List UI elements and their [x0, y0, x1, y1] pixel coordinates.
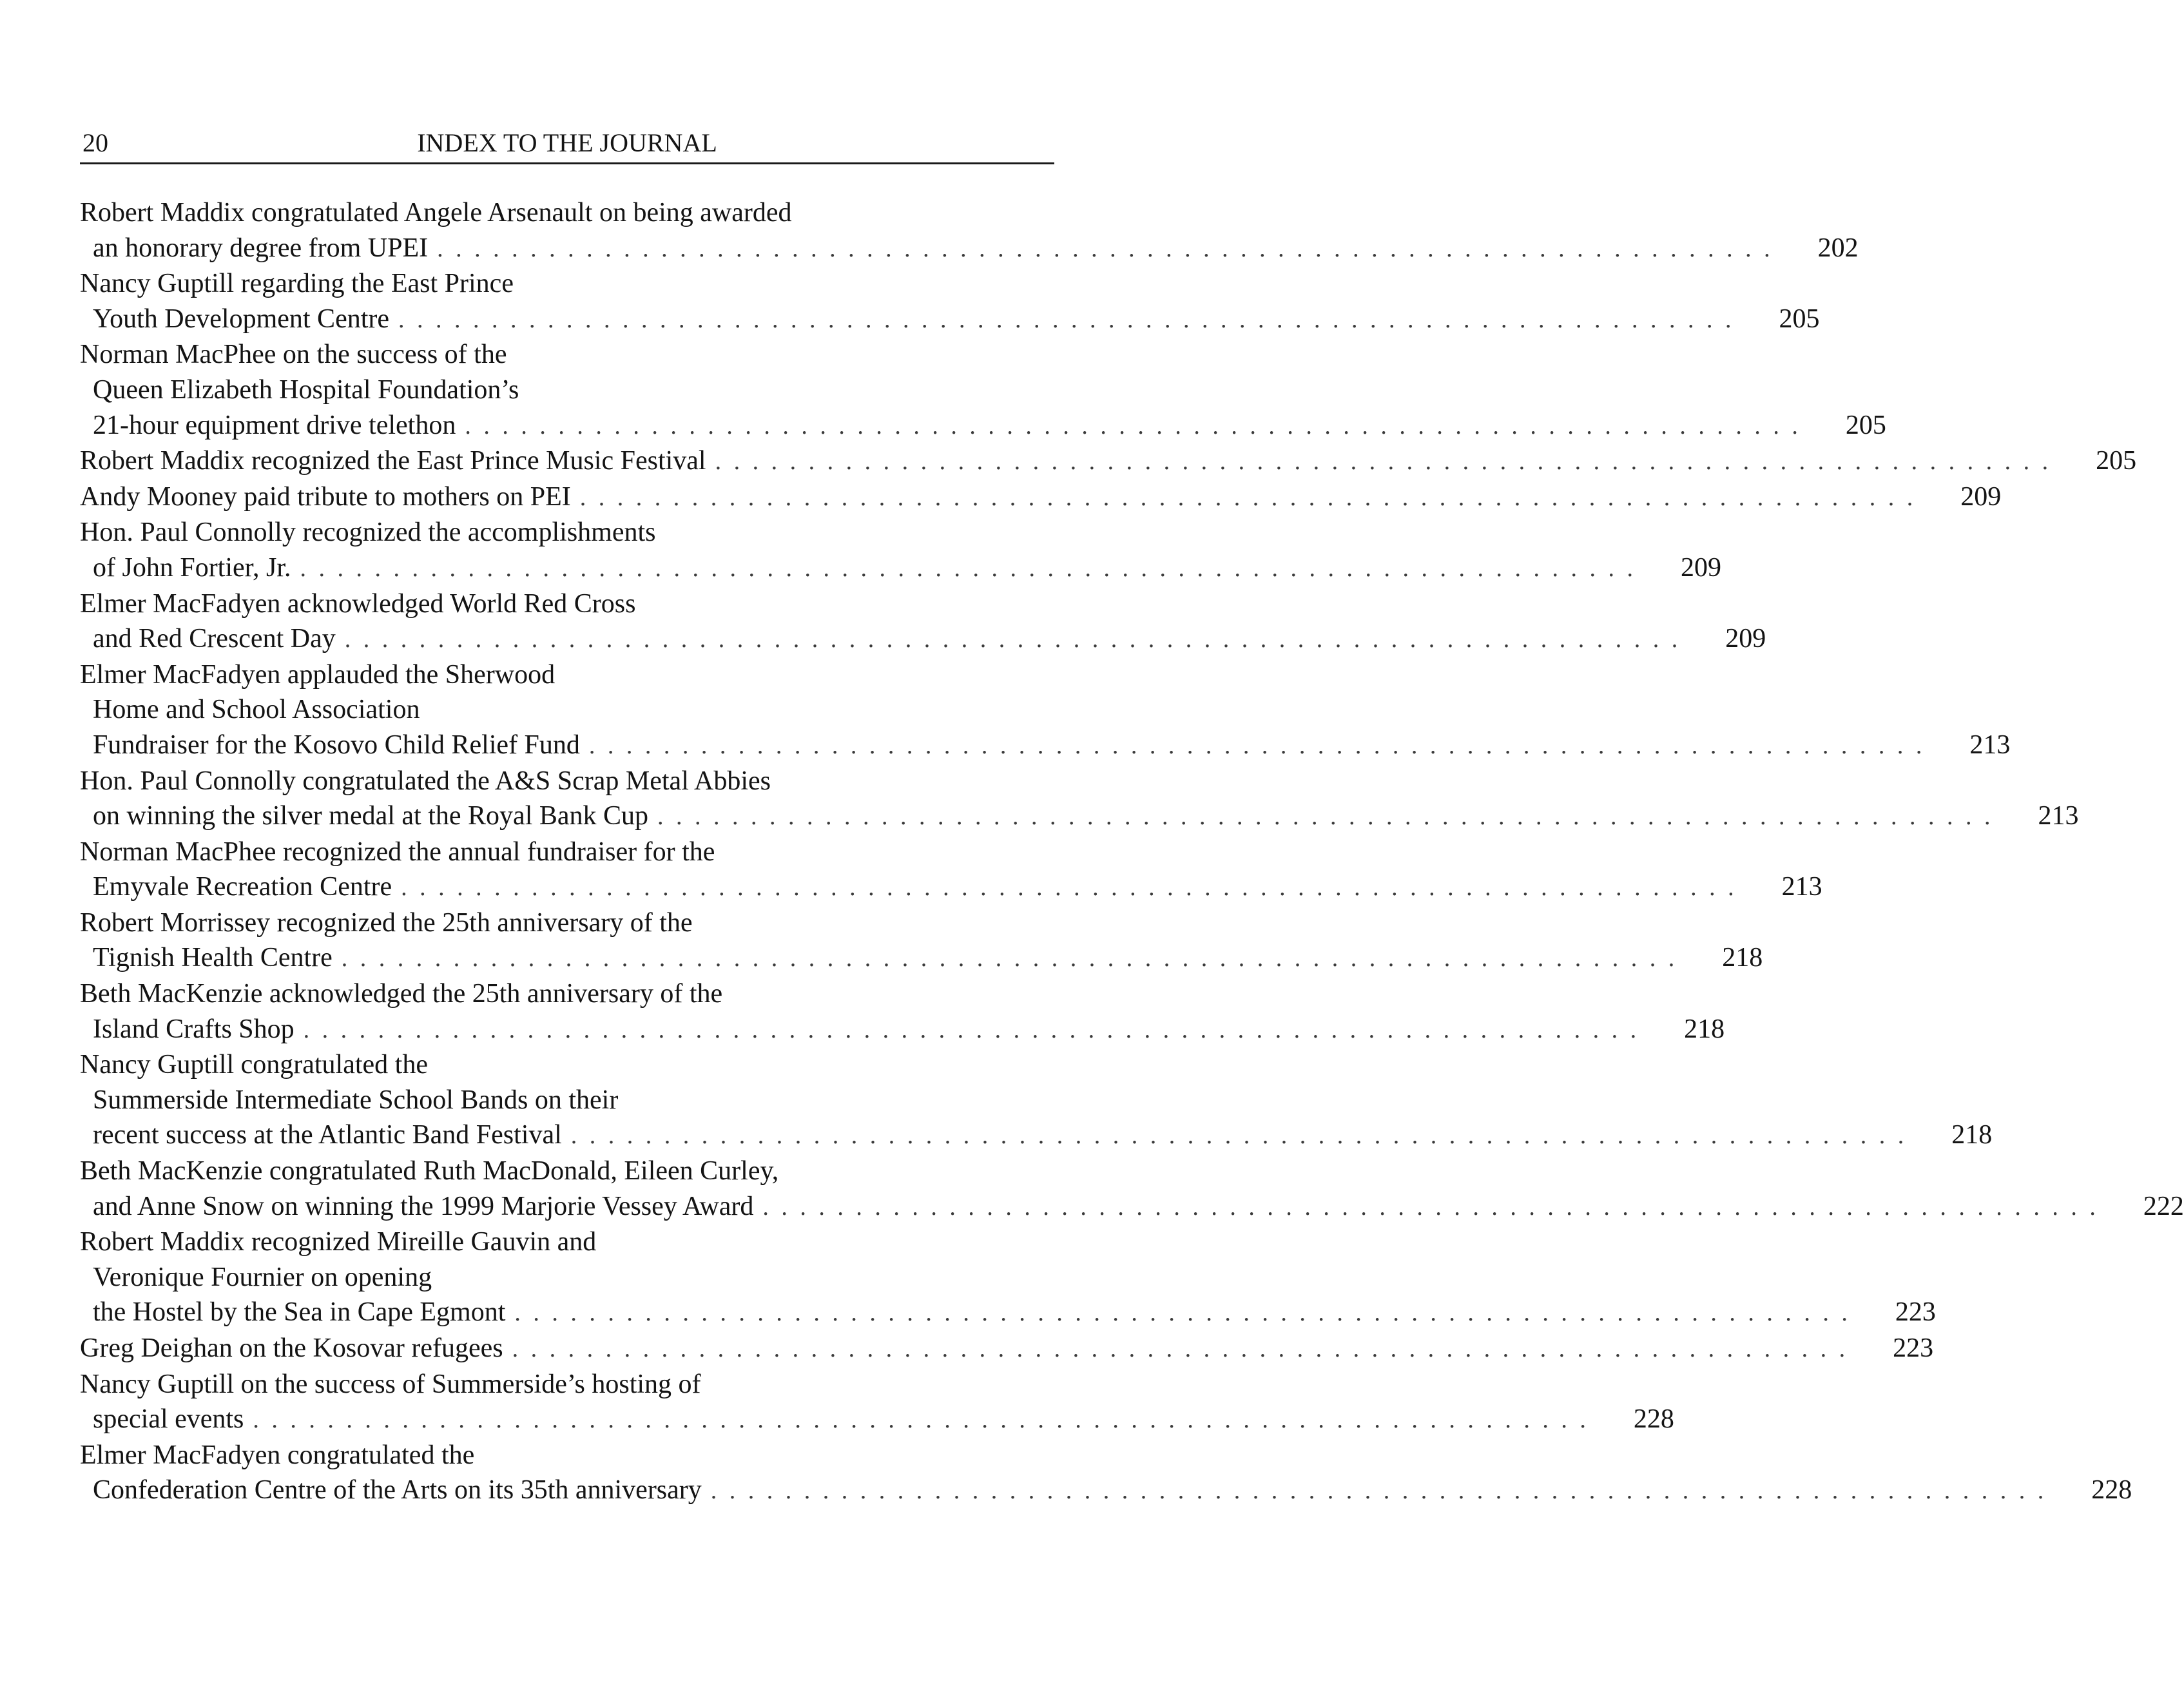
index-entry-line: Fundraiser for the Kosovo Child Relief Fund: [93, 730, 580, 760]
index-entry-line: Nancy Guptill on the success of Summerside’s hosting of: [80, 1369, 701, 1399]
index-entry: [80, 195, 1859, 266]
index-entry-line: Hon. Paul Connolly recognized the accomplishments: [80, 518, 656, 548]
index-entry-line: Summerside Intermediate School Bands on their: [93, 1085, 619, 1115]
index-entry: [80, 1154, 2184, 1224]
index-page-reference: 228: [1633, 1404, 1674, 1435]
index-entry-final-line: [80, 621, 1766, 657]
index-entry: [80, 479, 2002, 516]
index-entry-final-line: [80, 550, 1721, 586]
index-entry-line: the Hostel by the Sea in Cape Egmont: [93, 1297, 506, 1328]
index-entry-final-line: [80, 869, 1822, 905]
index-entry-line: Nancy Guptill congratulated the: [80, 1050, 428, 1080]
index-entry-final-line: [80, 443, 2137, 479]
dot-leader: . . . . . . . . . . . . . . . . . . . . . . . . . . . . . . . . . . . . . . . . . . . . . . . . . . . . . . . . . . . . . . . . . . . . . . . .: [514, 1299, 1851, 1327]
dot-leader: . . . . . . . . . . . . . . . . . . . . . . . . . . . . . . . . . . . . . . . . . . . . . . . . . . . . . . . . . . . . . . . . . . . . . . . .: [437, 235, 1773, 262]
index-page-reference: 223: [1895, 1297, 1936, 1328]
index-entry-line: Confederation Centre of the Arts on its 35th anniversary: [93, 1475, 702, 1505]
index-page-reference: 209: [1680, 552, 1721, 583]
page-header: [80, 124, 1054, 164]
index-entry-line: Beth MacKenzie acknowledged the 25th anniversary of the: [80, 979, 723, 1009]
index-page-reference: 205: [1845, 410, 1886, 440]
index-page-reference: 209: [1725, 624, 1766, 654]
index-entry: [80, 1224, 1936, 1331]
dot-leader: . . . . . . . . . . . . . . . . . . . . . . . . . . . . . . . . . . . . . . . . . . . . . . . . . . . . . . . . . . . . . . . . . . . . . . . .: [579, 483, 1917, 511]
index-entry-line: Andy Mooney paid tribute to mothers on PEI: [80, 481, 571, 512]
index-entry-final-line: [80, 1012, 1725, 1048]
index-entry: [80, 1438, 2132, 1509]
index-entry-final-line: [80, 798, 2079, 835]
index-entry-line: Robert Maddix congratulated Angele Arsenault on being awarded: [80, 198, 792, 227]
dot-leader: . . . . . . . . . . . . . . . . . . . . . . . . . . . . . . . . . . . . . . . . . . . . . . . . . . . . . . . . . . . . . . . . . . . . . . . .: [512, 1335, 1849, 1362]
index-entry-line: recent success at the Atlantic Band Festival: [93, 1120, 562, 1150]
index-entry-line: Hon. Paul Connolly congratulated the A&S Scrap Metal Abbies: [80, 766, 771, 796]
index-entry-final-line: [80, 940, 1763, 976]
index-entry-line: on winning the silver medal at the Royal Bank Cup: [93, 801, 649, 831]
index-entry-list: [80, 195, 2184, 1509]
index-entry-final-line: [80, 408, 1886, 444]
dot-leader: . . . . . . . . . . . . . . . . . . . . . . . . . . . . . . . . . . . . . . . . . . . . . . . . . . . . . . . . . . . . . . . . . . . . . . . .: [570, 1122, 1908, 1150]
index-page-reference: 223: [1893, 1333, 1934, 1363]
index-entry: [80, 905, 1763, 976]
index-entry-line: Emyvale Recreation Centre: [93, 872, 392, 902]
dot-leader: . . . . . . . . . . . . . . . . . . . . . . . . . . . . . . . . . . . . . . . . . . . . . . . . . . . . . . . . . . . . . . . . . . . . . . . .: [762, 1193, 2099, 1221]
index-entry-line: Elmer MacFadyen applauded the Sherwood: [80, 659, 556, 690]
index-entry-line: Beth MacKenzie congratulated Ruth MacDonald, Eileen Curley,: [80, 1156, 779, 1186]
dot-leader: . . . . . . . . . . . . . . . . . . . . . . . . . . . . . . . . . . . . . . . . . . . . . . . . . . . . . . . . . . . . . . . . . . . . . . . .: [710, 1477, 2047, 1505]
index-entry-line: Island Crafts Shop: [93, 1014, 295, 1044]
index-entry-line: Greg Deighan on the Kosovar refugees: [80, 1333, 503, 1363]
dot-leader: . . . . . . . . . . . . . . . . . . . . . . . . . . . . . . . . . . . . . . . . . . . . . . . . . . . . . . . . . . . . . . . . . . . . . . . .: [398, 305, 1735, 333]
index-page-reference: 218: [1951, 1120, 1993, 1150]
index-page-reference: 218: [1684, 1014, 1725, 1044]
index-entry: [80, 515, 1721, 586]
index-entry-line: Nancy Guptill regarding the East Prince: [80, 269, 514, 299]
index-entry-line: Robert Maddix recognized the East Prince Music Festival: [80, 446, 706, 476]
index-entry-final-line: [80, 479, 2002, 516]
index-entry-line: Youth Development Centre: [93, 304, 390, 334]
index-entry: [80, 764, 2079, 835]
index-page-reference: 213: [2038, 801, 2079, 831]
page-number: 20: [82, 128, 108, 157]
index-entry-line: Queen Elizabeth Hospital Foundation’s: [93, 374, 519, 405]
dot-leader: . . . . . . . . . . . . . . . . . . . . . . . . . . . . . . . . . . . . . . . . . . . . . . . . . . . . . . . . . . . . . . . . . . . . . . . .: [715, 448, 2052, 476]
index-page-reference: 213: [1969, 730, 2011, 760]
index-entry: [80, 586, 1766, 657]
dot-leader: . . . . . . . . . . . . . . . . . . . . . . . . . . . . . . . . . . . . . . . . . . . . . . . . . . . . . . . . . . . . . . . . . . . . . . . .: [401, 874, 1737, 902]
index-entry: [80, 266, 1820, 337]
index-entry-final-line: [80, 1331, 1934, 1367]
index-entry-final-line: [80, 231, 1859, 267]
index-entry-line: an honorary degree from UPEI: [93, 233, 429, 263]
index-page-reference: 218: [1722, 943, 1763, 973]
index-entry: [80, 1367, 1674, 1438]
index-entry: [80, 337, 1886, 443]
index-entry-line: 21-hour equipment drive telethon: [93, 410, 456, 440]
dot-leader: . . . . . . . . . . . . . . . . . . . . . . . . . . . . . . . . . . . . . . . . . . . . . . . . . . . . . . . . . . . . . . . . . . . . . . . .: [344, 626, 1681, 653]
index-entry-line: and Anne Snow on winning the 1999 Marjorie Vessey Award: [93, 1191, 754, 1221]
index-entry-line: Tignish Health Centre: [93, 943, 333, 973]
index-page-reference: 228: [2091, 1475, 2132, 1505]
index-entry-line: of John Fortier, Jr.: [93, 552, 291, 583]
index-entry: [80, 1331, 1934, 1367]
index-page-reference: 205: [1779, 304, 1820, 334]
index-entry: [80, 835, 1822, 905]
index-entry-final-line: [80, 302, 1820, 338]
index-entry-line: Norman MacPhee recognized the annual fundraiser for the: [80, 837, 715, 867]
index-page-reference: 222: [2143, 1191, 2184, 1221]
dot-leader: . . . . . . . . . . . . . . . . . . . . . . . . . . . . . . . . . . . . . . . . . . . . . . . . . . . . . . . . . . . . . . . . . . . . . . . .: [588, 731, 1926, 759]
index-entry-line: Norman MacPhee on the success of the: [80, 340, 507, 370]
index-entry: [80, 1047, 1993, 1154]
index-page-reference: 213: [1781, 872, 1822, 902]
index-entry-line: Robert Morrissey recognized the 25th anniversary of the: [80, 907, 693, 938]
dot-leader: . . . . . . . . . . . . . . . . . . . . . . . . . . . . . . . . . . . . . . . . . . . . . . . . . . . . . . . . . . . . . . . . . . . . . . . .: [300, 554, 1636, 582]
index-entry-final-line: [80, 1295, 1936, 1331]
index-entry: [80, 976, 1725, 1047]
index-entry-final-line: [80, 1402, 1674, 1438]
dot-leader: . . . . . . . . . . . . . . . . . . . . . . . . . . . . . . . . . . . . . . . . . . . . . . . . . . . . . . . . . . . . . . . . . . . . . . . .: [341, 945, 1678, 973]
index-page-reference: 209: [1960, 481, 2002, 512]
dot-leader: . . . . . . . . . . . . . . . . . . . . . . . . . . . . . . . . . . . . . . . . . . . . . . . . . . . . . . . . . . . . . . . . . . . . . . . .: [465, 412, 1801, 440]
index-entry-final-line: [80, 1473, 2132, 1509]
dot-leader: . . . . . . . . . . . . . . . . . . . . . . . . . . . . . . . . . . . . . . . . . . . . . . . . . . . . . . . . . . . . . . . . . . . . . . . .: [657, 803, 1994, 831]
dot-leader: . . . . . . . . . . . . . . . . . . . . . . . . . . . . . . . . . . . . . . . . . . . . . . . . . . . . . . . . . . . . . . . . . . . . . . . .: [253, 1406, 1589, 1434]
index-page-reference: 202: [1817, 233, 1859, 263]
index-page-reference: 205: [2096, 446, 2137, 476]
running-head: INDEX TO THE JOURNAL: [417, 128, 717, 157]
dot-leader: . . . . . . . . . . . . . . . . . . . . . . . . . . . . . . . . . . . . . . . . . . . . . . . . . . . . . . . . . . . . . . . . . . . . . . . .: [303, 1016, 1640, 1043]
index-entry-line: Veronique Fournier on opening: [93, 1262, 432, 1292]
index-entry: [80, 443, 2137, 479]
index-entry: [80, 657, 2011, 764]
index-entry-line: special events: [93, 1404, 244, 1435]
index-entry-final-line: [80, 1189, 2184, 1225]
index-entry-final-line: [80, 1118, 1993, 1154]
index-entry-line: and Red Crescent Day: [93, 624, 336, 654]
index-entry-line: Elmer MacFadyen congratulated the: [80, 1440, 475, 1470]
index-entry-line: Home and School Association: [93, 695, 420, 725]
index-entry-line: Robert Maddix recognized Mireille Gauvin and: [80, 1227, 597, 1257]
index-entry-line: Elmer MacFadyen acknowledged World Red Cross: [80, 588, 636, 619]
index-entry-final-line: [80, 728, 2011, 764]
